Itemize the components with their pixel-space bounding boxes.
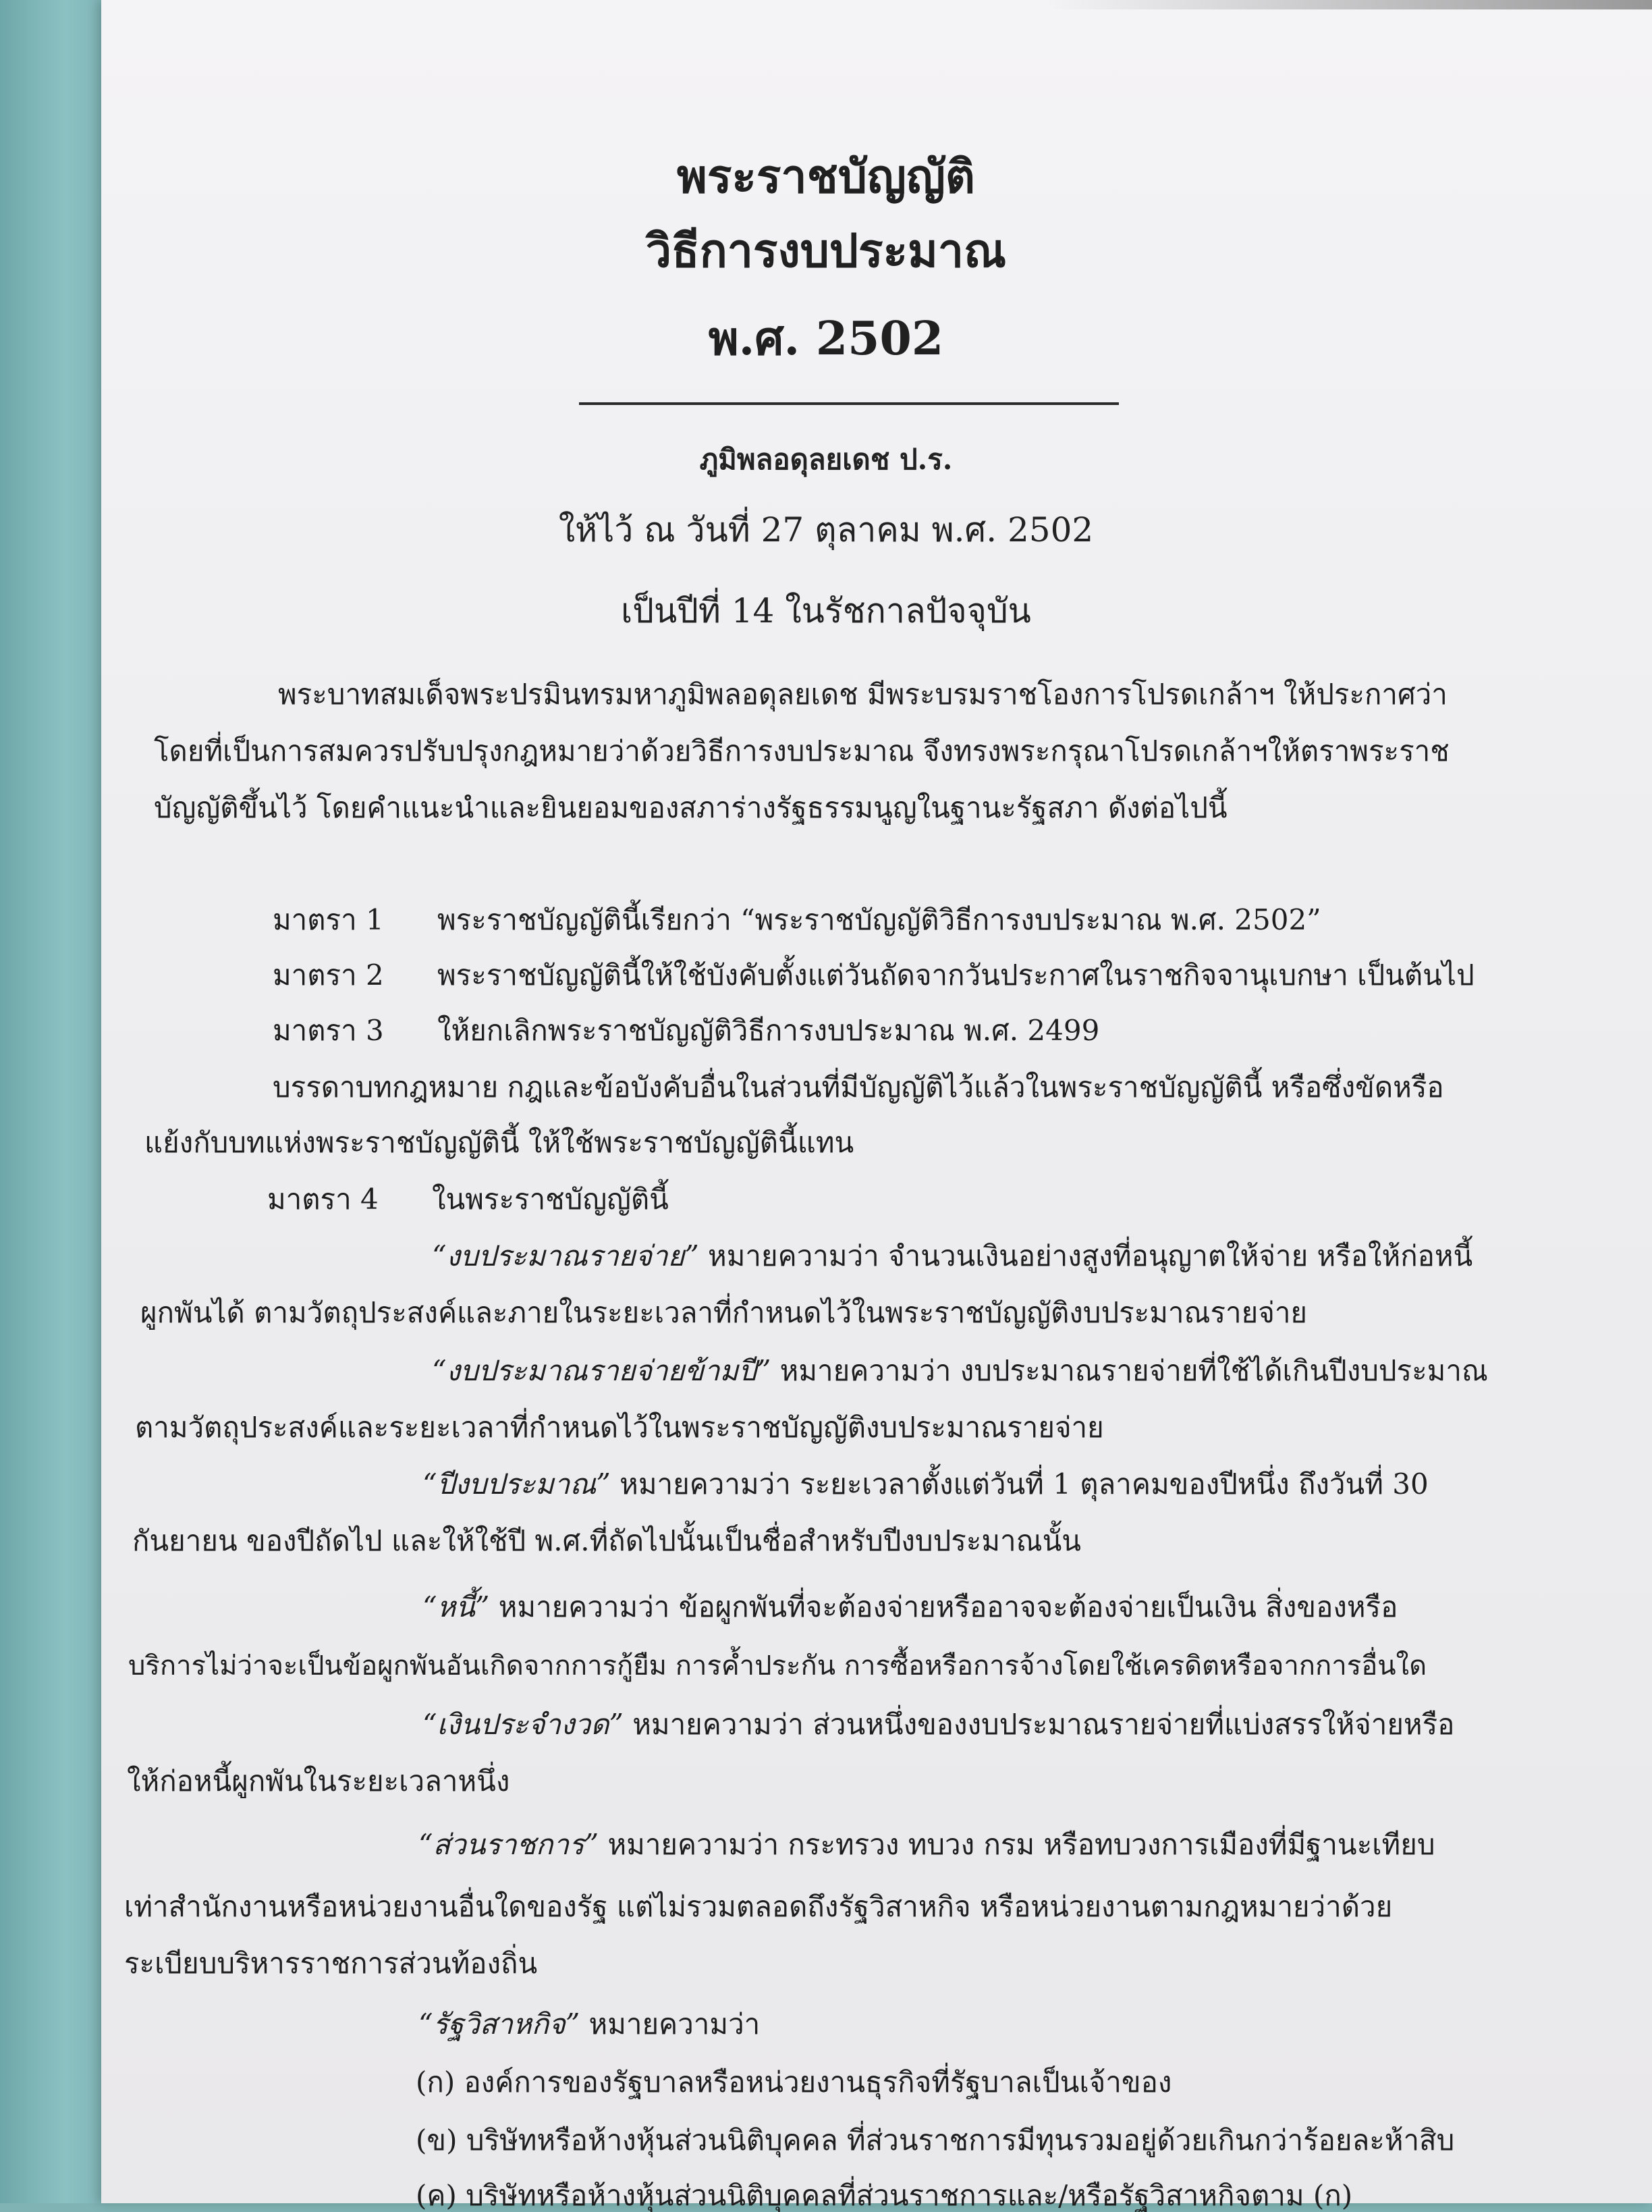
enterprise-item: (ข) บริษัทหรือห้างหุ้นส่วนนิติบุคคล ที่ส่วนราชการมีทุนรวมอยู่ด้วยเกินกว่าร้อยละห้าสิบ — [416, 2124, 1455, 2157]
enterprise-item: (ค) บริษัทหรือห้างหุ้นส่วนนิติบุคคลที่ส่วนราชการและ/หรือรัฐวิสาหกิจตาม (ก) — [416, 2179, 1353, 2212]
definition-text: หมายความว่า ส่วนหนึ่งของงบประมาณรายจ่ายที่แบ่งสรรให้จ่ายหรือ — [623, 1708, 1455, 1741]
definition-first-line — [432, 1239, 1473, 1272]
definition-text: หมายความว่า — [580, 2007, 761, 2041]
definition-first-line — [418, 1828, 1435, 1861]
preamble-line: พระบาทสมเด็จพระปรมินทรมหาภูมิพลอดุลยเดช มีพระบรมราชโองการโปรดเกล้าฯ ให้ประกาศว่า — [278, 678, 1448, 711]
page-edge-shadow — [1046, 0, 1652, 9]
definition-continuation: กันยายน ของปีถัดไป และให้ใช้ปี พ.ศ.ที่ถัดไปนั้นเป็นชื่อสำหรับปีงบประมาณนั้น — [132, 1524, 1082, 1557]
title-line-1: พระราชบัญญัติ — [677, 150, 975, 204]
title-line-2: วิธีการงบประมาณ — [645, 224, 1007, 278]
definition-continuation: ผูกพันได้ ตามวัตถุประสงค์และภายในระยะเวลาที่กำหนดไว้ในพระราชบัญญัติงบประมาณรายจ่าย — [140, 1296, 1308, 1329]
royal-signature: ภูมิพลอดุลยเดช ป.ร. — [699, 443, 953, 476]
section-label: มาตรา 2 — [273, 959, 384, 992]
definition-first-line — [422, 1590, 1398, 1623]
title-divider — [579, 402, 1119, 405]
definition-continuation: ให้ก่อหนี้ผูกพันในระยะเวลาหนึ่ง — [127, 1764, 510, 1798]
section-text: ให้ยกเลิกพระราชบัญญัติวิธีการงบประมาณ พ.ศ. 2499 — [437, 1014, 1100, 1047]
definition-continuation: บริการไม่ว่าจะเป็นข้อผูกพันอันเกิดจากการกู้ยืม การค้ำประกัน การซื้อหรือการจ้างโดยใช้เครดิตหรือจากการอื่นใด — [128, 1650, 1427, 1681]
section-text: ในพระราชบัญญัตินี้ — [432, 1183, 669, 1216]
repeal-line: บรรดาบทกฎหมาย กฎและข้อบังคับอื่นในส่วนที่มีบัญญัติไว้แล้วในพระราชบัญญัตินี้ หรือซึ่งขัดหรือ — [273, 1071, 1444, 1104]
definition-continuation: เท่าสำนักงานหรือหน่วยงานอื่นใดของรัฐ แต่ไม่รวมตลอดถึงรัฐวิสาหกิจ หรือหน่วยงานตามกฎหมายว่าด้วย — [124, 1890, 1393, 1923]
title-line-3: พ.ศ. 2502 — [708, 312, 944, 366]
enterprise-item: (ก) องค์การของรัฐบาลหรือหน่วยงานธุรกิจที่รัฐบาลเป็นเจ้าของ — [416, 2066, 1172, 2099]
section-label: มาตรา 4 — [267, 1183, 379, 1216]
repeal-line: แย้งกับบทแห่งพระราชบัญญัตินี้ ให้ใช้พระราชบัญญัตินี้แทน — [144, 1126, 854, 1159]
section-text: พระราชบัญญัตินี้ให้ใช้บังคับตั้งแต่วันถัดจากวันประกาศในราชกิจจานุเบกษา เป็นต้นไป — [437, 959, 1475, 992]
definition-text: หมายความว่า กระทรวง ทบวง กรม หรือทบวงการเมืองที่มีฐานะเทียบ — [599, 1828, 1435, 1861]
definition-term: “งบประมาณรายจ่ายข้ามปี” — [432, 1354, 771, 1387]
given-date: ให้ไว้ ณ วันที่ 27 ตุลาคม พ.ศ. 2502 — [558, 510, 1094, 549]
definition-first-line — [422, 1710, 1454, 1739]
definition-term: “ส่วนราชการ” — [418, 1828, 599, 1861]
definition-continuation: ระเบียบบริหารราชการส่วนท้องถิ่น — [124, 1947, 538, 1980]
preamble-line: บัญญัติขึ้นไว้ โดยคำแนะนำและยินยอมของสภาร่างรัฐธรรมนูญในฐานะรัฐสภา ดังต่อไปนี้ — [154, 791, 1228, 824]
reign-year: เป็นปีที่ 14 ในรัชกาลปัจจุบัน — [621, 591, 1031, 630]
definition-first-line — [422, 1467, 1429, 1501]
definition-text: หมายความว่า จำนวนเงินอย่างสูงที่อนุญาตให้จ่าย หรือให้ก่อหนี้ — [698, 1239, 1473, 1272]
definition-term: “หนี้” — [422, 1590, 490, 1623]
definition-continuation: ตามวัตถุประสงค์และระยะเวลาที่กำหนดไว้ในพระราชบัญญัติงบประมาณรายจ่าย — [135, 1411, 1104, 1444]
definition-term: “ปีงบประมาณ” — [422, 1467, 611, 1501]
definition-term: “เงินประจำงวด” — [422, 1708, 624, 1741]
section-label: มาตรา 3 — [273, 1014, 384, 1047]
definition-term: “งบประมาณรายจ่าย” — [432, 1239, 699, 1272]
definition-text: หมายความว่า ระยะเวลาตั้งแต่วันที่ 1 ตุลาคมของปีหนึ่ง ถึงวันที่ 30 — [610, 1467, 1429, 1501]
definition-term: “รัฐวิสาหกิจ” — [418, 2007, 580, 2041]
preamble-line: โดยที่เป็นการสมควรปรับปรุงกฎหมายว่าด้วยวิธีการงบประมาณ จึงทรงพระกรุณาโปรดเกล้าฯให้ตราพระราช — [154, 734, 1450, 767]
definition-first-line — [432, 1354, 1488, 1387]
definition-first-line — [418, 2007, 761, 2041]
section-text: พระราชบัญญัตินี้เรียกว่า “พระราชบัญญัติวิธีการงบประมาณ พ.ศ. 2502” — [437, 903, 1321, 936]
definition-text: หมายความว่า งบประมาณรายจ่ายที่ใช้ได้เกินปีงบประมาณ — [771, 1354, 1488, 1387]
definition-text: หมายความว่า ข้อผูกพันที่จะต้องจ่ายหรืออาจจะต้องจ่ายเป็นเงิน สิ่งของหรือ — [489, 1590, 1398, 1623]
section-label: มาตรา 1 — [273, 903, 384, 936]
